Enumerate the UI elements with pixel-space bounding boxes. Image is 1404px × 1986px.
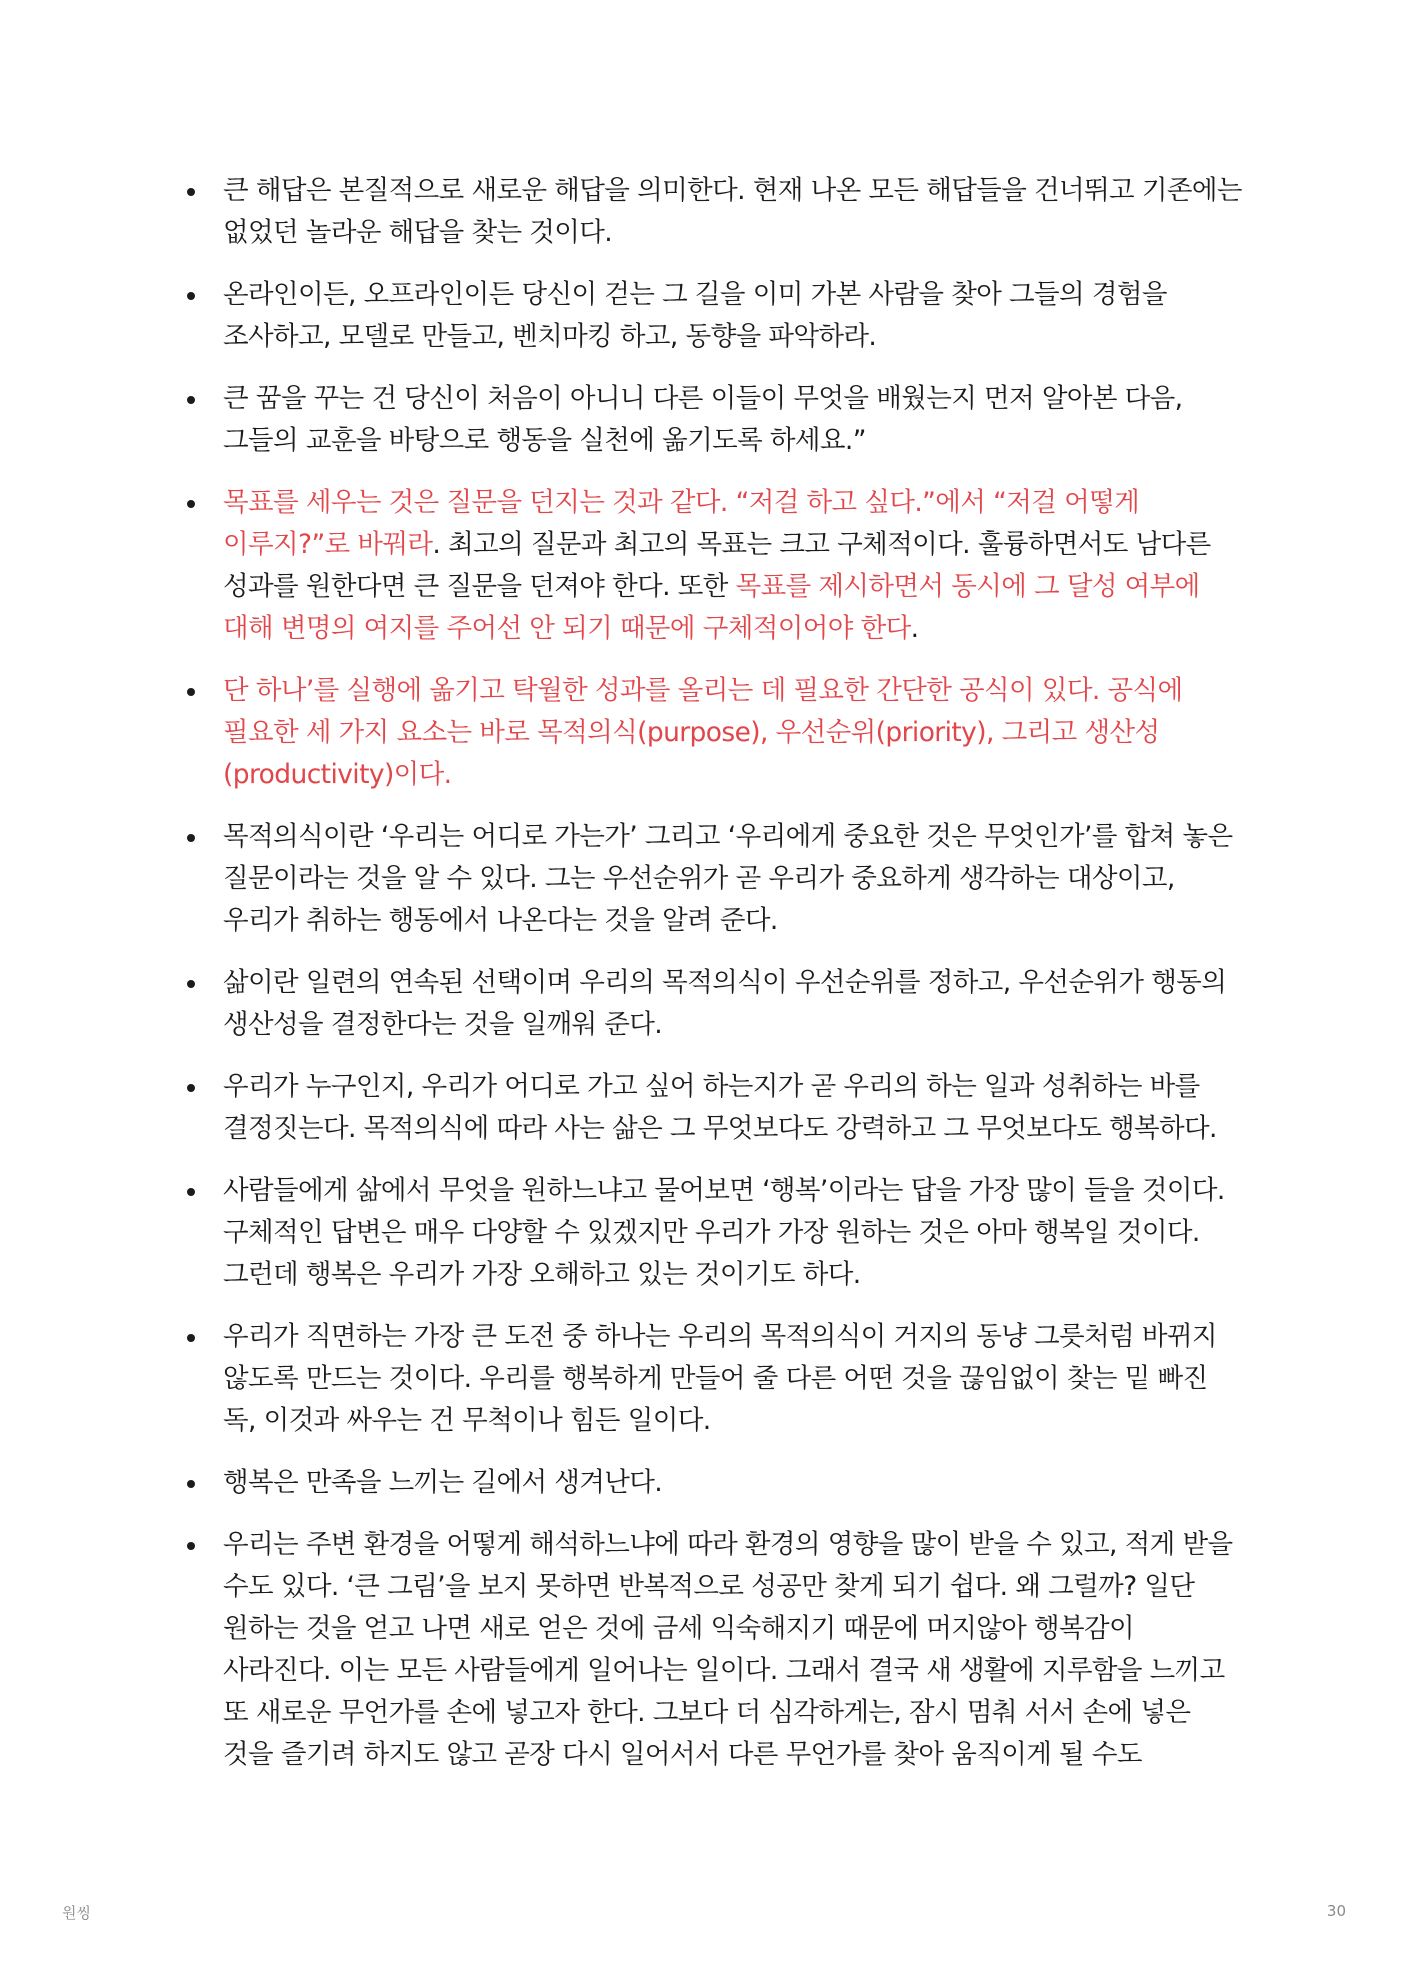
bullet-item [183,1316,1243,1442]
bullet-item [183,170,1243,254]
bullet-item [183,1462,1243,1504]
bullet-text: . 최고의 질문과 최고의 목표는 크고 구체적이다. 훌륭하면서도 남다른 성과를 원한다면 큰 질문을 던져야 한다. 또한 [223,529,1211,602]
bullet-text: 큰 해답은 본질적으로 새로운 해답을 의미한다. 현재 나온 모든 해답들을 건너뛰고 기존에는 없었던 놀라운 해답을 찾는 것이다. [223,175,1242,248]
footer-book-title: 원씽 [62,1904,91,1922]
bullet-item [183,1170,1243,1296]
bullet-text: . [910,613,919,644]
page-body [183,170,1243,1796]
bullet-text: 우리는 주변 환경을 어떻게 해석하느냐에 따라 환경의 영향을 많이 받을 수 있고, 적게 받을 수도 있다. ‘큰 그림’을 보지 못하면 반복적으로 성공만 찾게 되기 쉽다. 왜 그럴까? 일단 원하는 것을 얻고 나면 새로 얻은 것에 금세 익숙해지기 때문에 머지않아 행복감이 사라진다. 이는 모든 사람들에게 일어나는 일이다. 그래서 결국 새 생활에 지루함을 느끼고 또 새로운 무언가를 손에 넣고자 한다. 그보다 더 심각하게는, 잠시 멈춰 서서 손에 넣은 것을 즐기려 하지도 않고 곧장 다시 일어서서 다른 무언가를 찾아 움직이게 될 수도 [223,1529,1233,1770]
footer-page-number: 30 [1326,1902,1346,1920]
bullet-text: 우리가 직면하는 가장 큰 도전 중 하나는 우리의 목적의식이 거지의 동냥 그릇처럼 바뀌지 않도록 만드는 것이다. 우리를 행복하게 만들어 줄 다른 어떤 것을 끊임없이 찾는 밑 빠진 독, 이것과 싸우는 건 무척이나 힘든 일이다. [223,1321,1217,1436]
highlighted-text: 목표를 세우는 것은 질문을 던지는 것과 같다. “저걸 하고 싶다.”에서 “저걸 어떻게 이루지?”로 바꿔라 [223,487,1140,560]
bullet-text: 온라인이든, 오프라인이든 당신이 걷는 그 길을 이미 가본 사람을 찾아 그들의 경험을 조사하고, 모델로 만들고, 벤치마킹 하고, 동향을 파악하라. [223,279,1167,352]
bullet-item [183,962,1243,1046]
highlighted-text: 단 하나’를 실행에 옮기고 탁월한 성과를 올리는 데 필요한 간단한 공식이 있다. 공식에 필요한 세 가지 요소는 바로 목적의식(purpose), 우선순위(priority), 그리고 생산성(productivity)이다. [223,675,1183,790]
bullet-item [183,670,1243,796]
bullet-text: 삶이란 일련의 연속된 선택이며 우리의 목적의식이 우선순위를 정하고, 우선순위가 행동의 생산성을 결정한다는 것을 일깨워 준다. [223,967,1227,1040]
bullet-item [183,816,1243,942]
bullet-item [183,1524,1243,1776]
bullet-item [183,482,1243,650]
bullet-list [183,170,1243,1776]
bullet-text: 목적의식이란 ‘우리는 어디로 가는가’ 그리고 ‘우리에게 중요한 것은 무엇인가’를 합쳐 놓은 질문이라는 것을 알 수 있다. 그는 우선순위가 곧 우리가 중요하게 생각하는 대상이고, 우리가 취하는 행동에서 나온다는 것을 알려 준다. [223,821,1233,936]
bullet-text: 행복은 만족을 느끼는 길에서 생겨난다. [223,1467,663,1498]
bullet-text: 큰 꿈을 꾸는 건 당신이 처음이 아니니 다른 이들이 무엇을 배웠는지 먼저 알아본 다음, 그들의 교훈을 바탕으로 행동을 실천에 옮기도록 하세요.” [223,383,1183,456]
bullet-item [183,1066,1243,1150]
bullet-item [183,378,1243,462]
bullet-item [183,274,1243,358]
bullet-text: 우리가 누구인지, 우리가 어디로 가고 싶어 하는지가 곧 우리의 하는 일과 성취하는 바를 결정짓는다. 목적의식에 따라 사는 삶은 그 무엇보다도 강력하고 그 무엇보다도 행복하다. [223,1071,1217,1144]
highlighted-text: 목표를 제시하면서 동시에 그 달성 여부에 대해 변명의 여지를 주어선 안 되기 때문에 구체적이어야 한다 [223,571,1200,644]
bullet-text: 사람들에게 삶에서 무엇을 원하느냐고 물어보면 ‘행복’이라는 답을 가장 많이 들을 것이다. 구체적인 답변은 매우 다양할 수 있겠지만 우리가 가장 원하는 것은 아마 행복일 것이다. 그런데 행복은 우리가 가장 오해하고 있는 것이기도 하다. [223,1175,1225,1290]
